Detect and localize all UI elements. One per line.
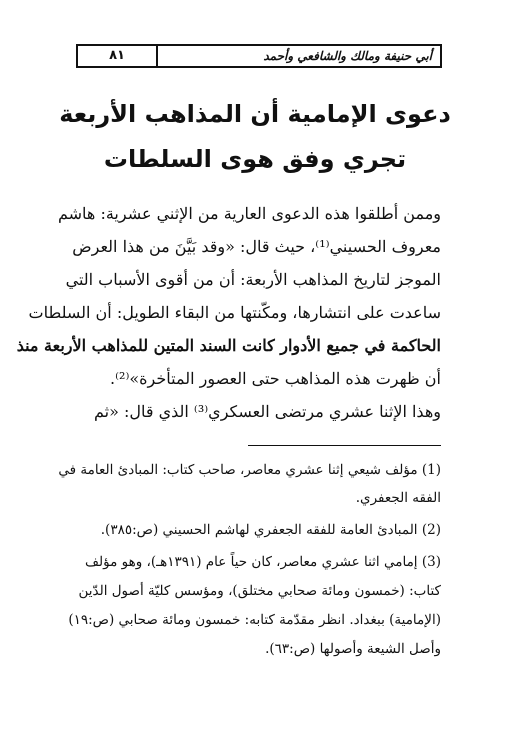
footnote-line: (3) إمامي اثنا عشري معاصر، كان حياً عام (١٣٩١هـ)، وهو مؤلف (85, 554, 441, 570)
body-line: أن ظهرت هذه المذاهب حتى العصور المتأخرة»⁽²⁾. (110, 369, 441, 388)
running-header (76, 44, 442, 68)
header-divider (156, 46, 158, 66)
footnote-separator (248, 445, 441, 446)
page-number: ٨١ (109, 48, 125, 63)
chapter-title-line-2: تجري وفق هوى السلطات (103, 145, 407, 173)
footnote-line: الفقه الجعفري. (355, 490, 441, 506)
footnote-line: كتاب: (خمسون ومائة صحابي مختلق)، ومؤسس كليّة أصول الدّين (78, 583, 441, 599)
footnote-line: (1) مؤلف شيعي إثنا عشري معاصر، صاحب كتاب: المبادئ العامة في (58, 462, 441, 478)
body-line: معروف الحسيني⁽¹⁾، حيث قال: «وقد بَيَّنَ من هذا العرض (72, 237, 441, 256)
footnote-line: وأصل الشيعة وأصولها (ص:٦٣). (265, 641, 441, 657)
body-line: الحاكمة في جميع الأدوار كانت السند المتين للمذاهب الأربعة منذ (16, 336, 441, 355)
body-line: الموجز لتاريخ المذاهب الأربعة: أن من أقوى الأسباب التي (65, 270, 441, 289)
body-line: ساعدت على انتشارها، ومكّنتها من البقاء الطويل: أن السلطات (28, 303, 441, 322)
body-line: وهذا الإثنا عشري مرتضى العسكري⁽³⁾ الذي قال: «ثم (93, 402, 441, 421)
body-line: وممن أطلقوا هذه الدعوى العارية من الإثني عشرية: هاشم (57, 204, 441, 223)
footnote-line: (2) المبادئ العامة للفقه الجعفري لهاشم الحسيني (ص:٣٨٥). (100, 522, 441, 538)
chapter-title-line-1: دعوى الإمامية أن المذاهب الأربعة (59, 100, 451, 128)
running-title: أبي حنيفة ومالك والشافعي وأحمد (263, 49, 432, 63)
footnote-line: (الإمامية) ببغداد. انظر مقدّمة كتابه: خمسون ومائة صحابي (ص:١٩) (68, 612, 441, 628)
